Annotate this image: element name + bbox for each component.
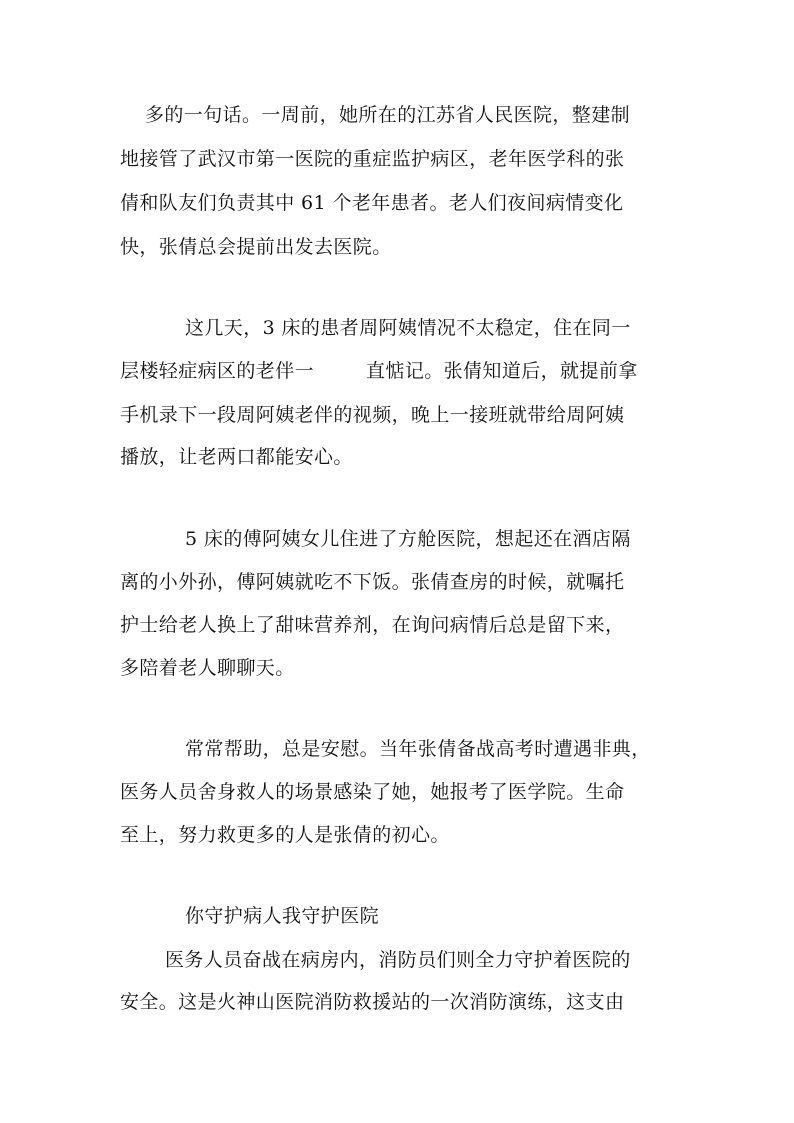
paragraph-5-line-2: 安全。这是火神山医院消防救援站的一次消防演练，这支由 [120, 991, 625, 1013]
paragraph-4-line-3: 至上，努力救更多的人是张倩的初心。 [120, 824, 450, 846]
paragraph-2-line-1: 这几天，3 床的患者周阿姨情况不太稳定，住在同一 [185, 317, 631, 339]
section-heading: 你守护病人我守护医院 [185, 905, 380, 927]
paragraph-1-line-2: 地接管了武汉市第一医院的重症监护病区，老年医学科的张 [120, 148, 625, 170]
paragraph-1-line-4: 快，张倩总会提前出发去医院。 [120, 236, 392, 258]
paragraph-2-line-3: 手机录下一段周阿姨老伴的视频，晚上一接班就带给周阿姨 [120, 404, 625, 426]
paragraph-1-line-3: 倩和队友们负责其中 61 个老年患者。老人们夜间病情变化 [120, 192, 624, 214]
paragraph-3-line-2: 离的小外孙，傅阿姨就吃不下饭。张倩查房的时候，就嘱托 [120, 571, 625, 593]
paragraph-3-line-3: 护士给老人换上了甜味营养剂，在询问病情后总是留下来， [120, 614, 625, 636]
paragraph-2-line-2 [120, 359, 638, 383]
paragraph-3-line-4: 多陪着老人聊聊天。 [120, 657, 295, 679]
paragraph-5-line-1: 医务人员奋战在病房内，消防员们则全力守护着医院的 [165, 949, 631, 971]
paragraph-1-line-1: 多的一句话。一周前，她所在的江苏省人民医院，整建制 [145, 104, 631, 126]
paragraph-4-line-1: 常常帮助，总是安慰。当年张倩备战高考时遭遇非典， [185, 738, 651, 760]
paragraph-2-line-4: 播放，让老两口都能安心。 [120, 446, 353, 468]
paragraph-4-line-2: 医务人员舍身救人的场景感染了她，她报考了医学院。生命 [120, 781, 625, 803]
paragraph-2-line-2-part-2: 直惦记。张倩知道后，就提前拿 [366, 360, 638, 382]
paragraph-2-line-2-part-1: 层楼轻症病区的老伴一 [120, 360, 315, 382]
paragraph-3-line-1: 5 床的傅阿姨女儿住进了方舱医院，想起还在酒店隔 [185, 528, 631, 550]
